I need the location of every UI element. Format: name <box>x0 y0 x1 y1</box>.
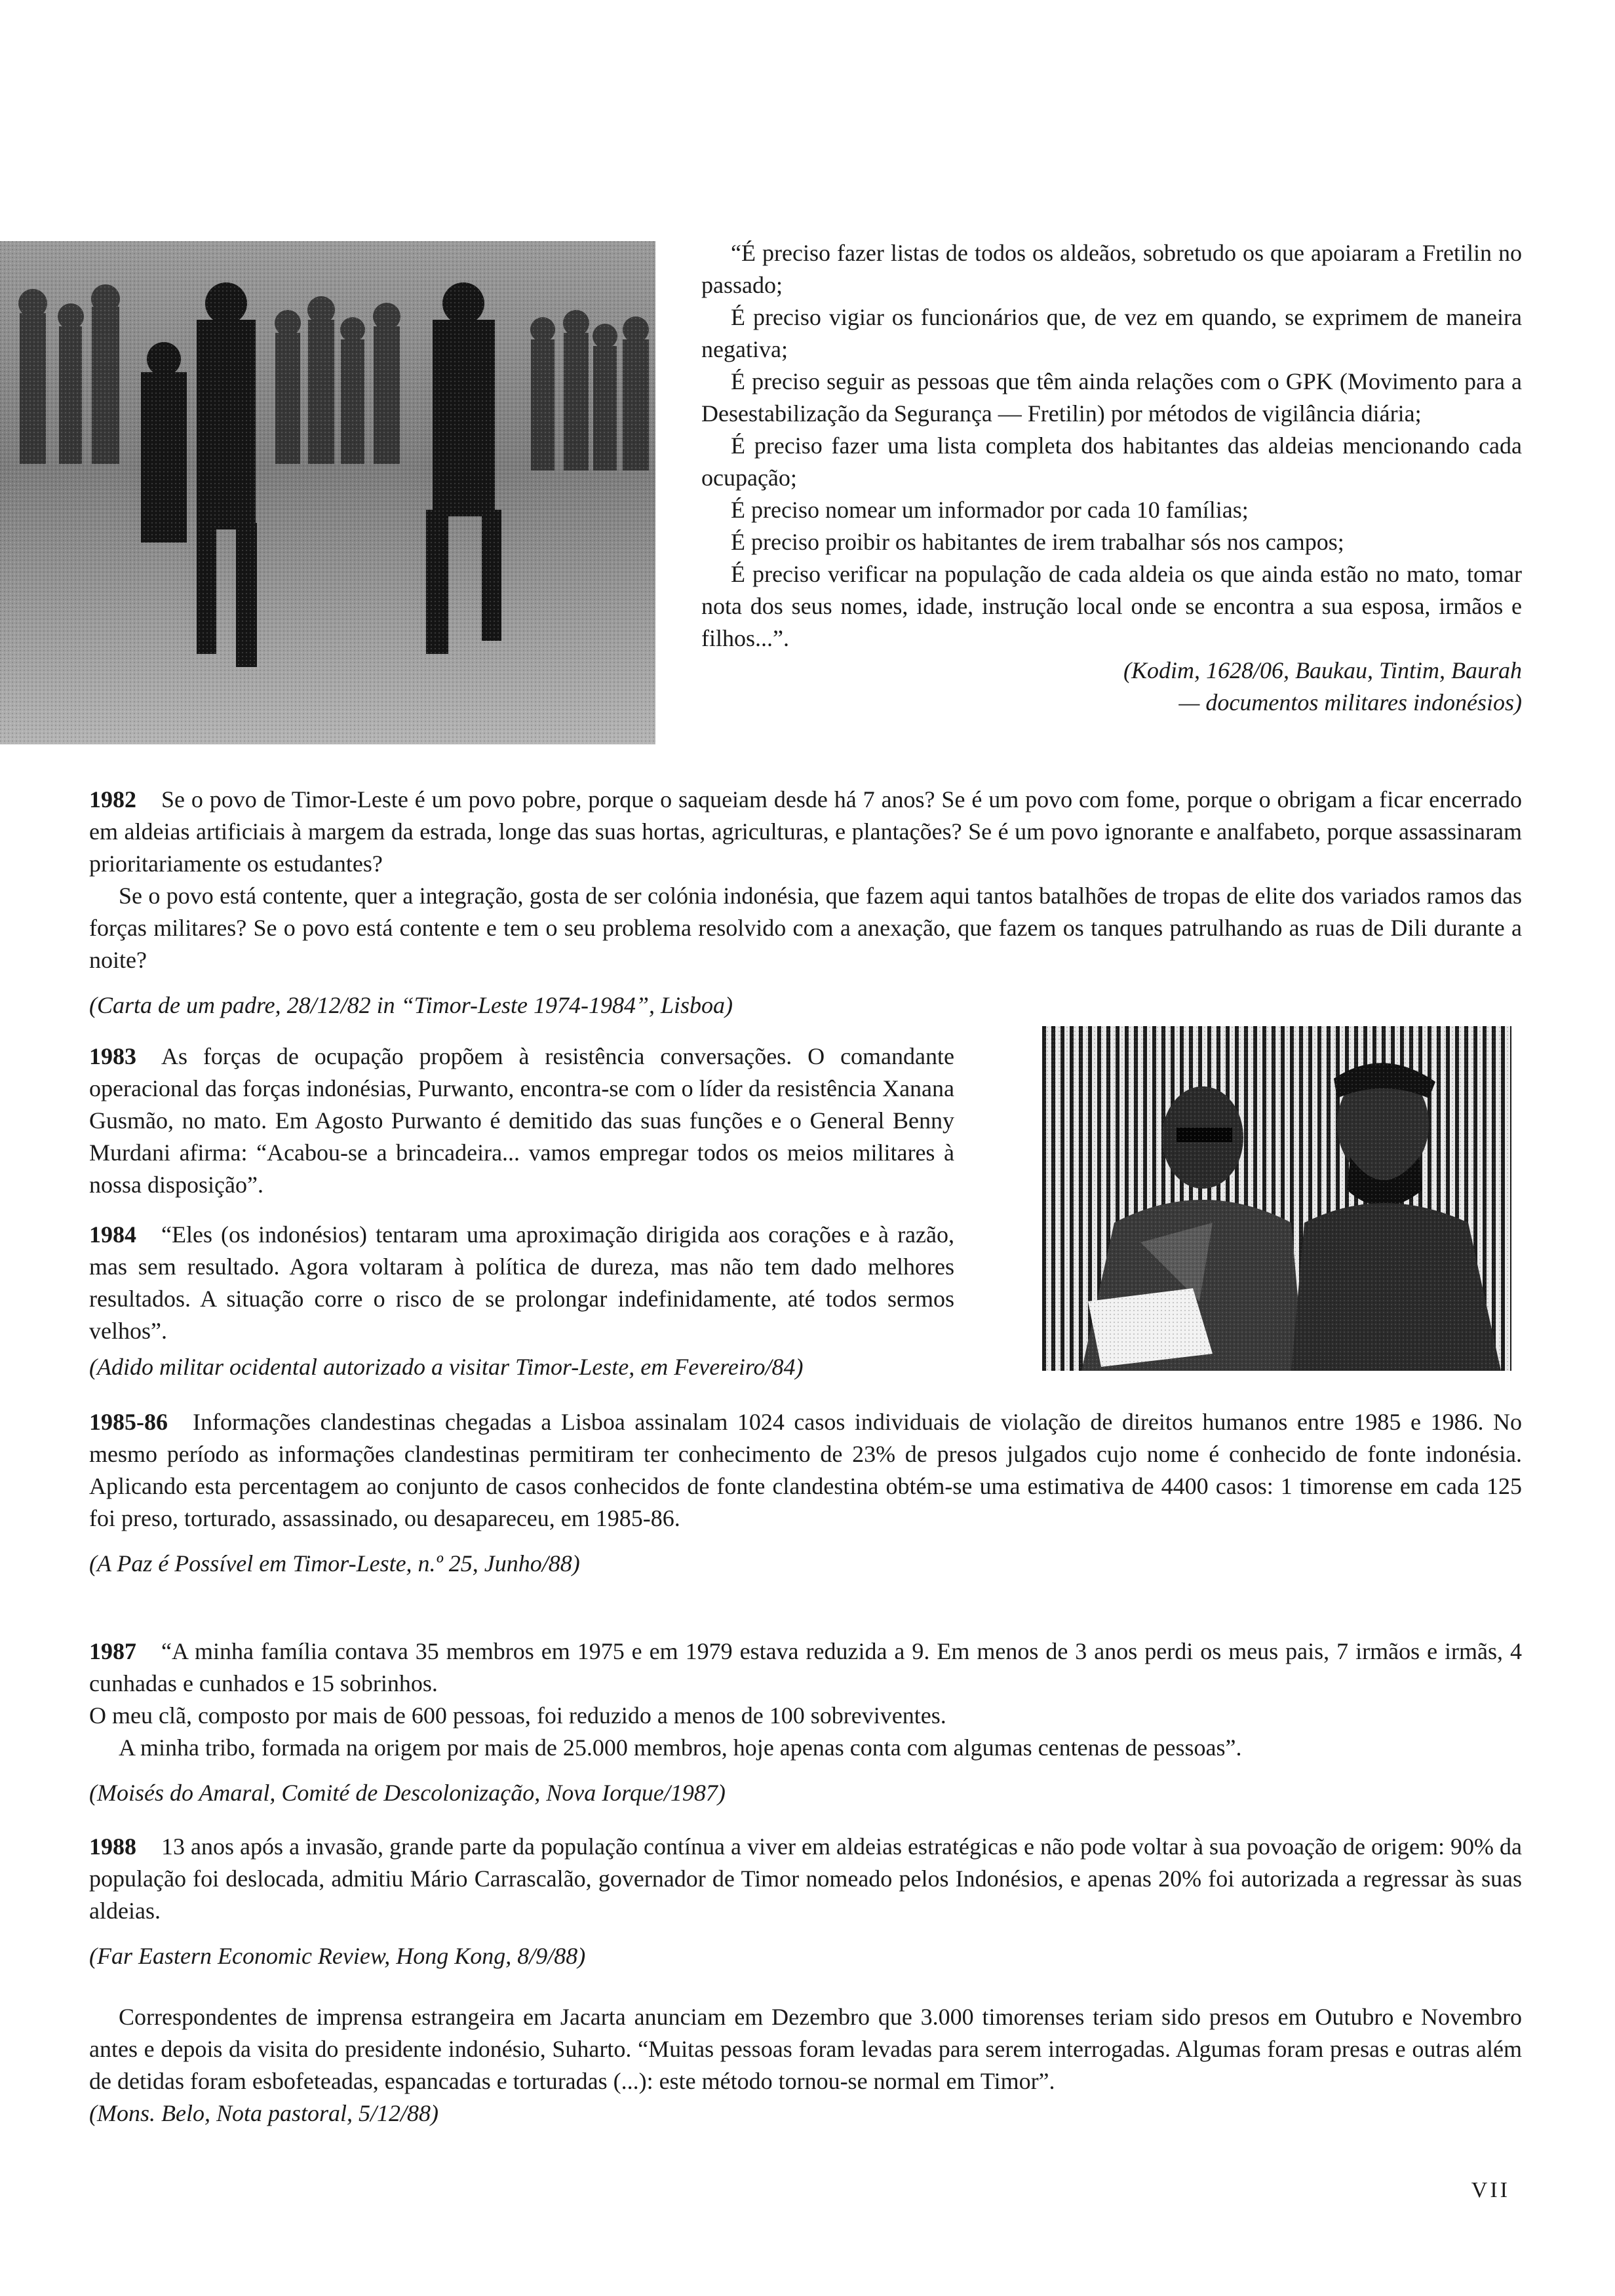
quote-line: “É preciso fazer listas de todos os aldeãos, sobretudo os que apoiaram a Fretilin no passado; <box>701 240 1522 298</box>
entry-text: As forças de ocupação propõem à resistência conversações. O comandante operacional das forças indonésias, Purwanto, encontra-se com o líder da resistência Xanana Gusmão, no mato. Em Agosto Purwanto é demitido das suas funções e o General Benny Murdani afirma: “Acabou-se a brincadeira... vamos empregar todos os meios militares à nossa disposição”. <box>89 1043 954 1198</box>
military-document-quote <box>701 237 1522 719</box>
photo-two-guerrilla-leaders-image <box>1042 1026 1511 1371</box>
year-label: 1984 <box>89 1221 136 1248</box>
entry-source: (Carta de um padre, 28/12/82 in “Timor-Leste 1974-1984”, Lisboa) <box>89 992 733 1018</box>
entry-source: (Far Eastern Economic Review, Hong Kong, 8/9/88) <box>89 1943 586 1969</box>
entry-text: “A minha família contava 35 membros em 1975 e em 1979 estava reduzida a 9. Em menos de 3 anos perdi os meus pais, 7 irmãos e irmãs, 4 cunhadas e cunhados e 15 sobrinhos. <box>89 1638 1522 1696</box>
quote-line: É preciso proibir os habitantes de irem trabalhar sós nos campos; <box>731 529 1344 555</box>
entry-text: Se o povo de Timor-Leste é um povo pobre, porque o saqueiam desde há 7 anos? Se é um povo com fome, porque o obrigam a ficar encerrado em aldeias artificiais à margem da estrada, longe das suas hortas, agriculturas, e plantações? Se é um povo ignorante e analfabeto, porque assassinaram prioritariamente os estudantes? <box>89 786 1522 877</box>
quote-source: — documentos militares indonésios) <box>1178 689 1522 716</box>
photo-soldiers-villagers-image <box>0 241 655 744</box>
entry-1983 <box>89 1041 954 1201</box>
quote-source: (Kodim, 1628/06, Baukau, Tintim, Baurah <box>1123 657 1522 683</box>
entry-text: “Eles (os indonésios) tentaram uma aproximação dirigida aos corações e à razão, mas sem resultado. Agora voltaram à política de dureza, mas não tem dado melhores resultados. A situação corre o risco de se prolongar indefinidamente, até todos sermos velhos”. <box>89 1221 954 1344</box>
entry-source: (Moisés do Amaral, Comité de Descolonização, Nova Iorque/1987) <box>89 1780 726 1806</box>
quote-line: É preciso seguir as pessoas que têm ainda relações com o GPK (Movimento para a Desestabilização da Segurança — Fretilin) por métodos de vigilância diária; <box>701 368 1522 427</box>
photo-two-guerrilla-leaders <box>1042 1026 1511 1371</box>
entry-text: Informações clandestinas chegadas a Lisboa assinalam 1024 casos individuais de violação de direitos humanos entre 1985 e 1986. No mesmo período as informações clandestinas permitiram ter conhecimento de 23% de presos julgados cujo nome é conhecido de fonte indonésia. Aplicando esta percentagem ao conjunto de casos conhecidos de fonte clandestina obtém-se uma estimativa de 4400 casos: 1 timorense em cada 125 foi preso, torturado, assassinado, ou desapareceu, em 1985-86. <box>89 1409 1522 1531</box>
entry-source: (Adido militar ocidental autorizado a visitar Timor-Leste, em Fevereiro/84) <box>89 1354 804 1380</box>
year-label: 1982 <box>89 786 136 813</box>
entry-source: (Mons. Belo, Nota pastoral, 5/12/88) <box>89 2100 438 2126</box>
entry-text: Se o povo está contente, quer a integração, gosta de ser colónia indonésia, que fazem aqui tantos batalhões de tropas de elite dos variados ramos das forças militares? Se o povo está contente e tem o seu problema resolvido com a anexação, que fazem os tanques patrulhando as ruas de Dili durante a noite? <box>89 883 1522 973</box>
photo-soldiers-villagers <box>0 241 655 744</box>
entry-1984 <box>89 1219 954 1383</box>
year-label: 1983 <box>89 1043 136 1069</box>
entry-1988 <box>89 1831 1522 2130</box>
entry-source: (A Paz é Possível em Timor-Leste, n.º 25, Junho/88) <box>89 1550 580 1577</box>
entry-text: A minha tribo, formada na origem por mais de 25.000 membros, hoje apenas conta com algumas centenas de pessoas”. <box>119 1734 1242 1761</box>
entry-text: O meu clã, composto por mais de 600 pessoas, foi reduzido a menos de 100 sobreviventes. <box>89 1702 946 1729</box>
year-label: 1987 <box>89 1638 136 1664</box>
quote-line: É preciso verificar na população de cada aldeia os que ainda estão no mato, tomar nota dos seus nomes, idade, instrução local onde se encontra a sua esposa, irmãos e filhos...”. <box>701 561 1522 651</box>
quote-line: É preciso nomear um informador por cada 10 famílias; <box>731 497 1249 523</box>
entry-text: 13 anos após a invasão, grande parte da população contínua a viver em aldeias estratégicas e não pode voltar à sua povoação de origem: 90% da população foi deslocada, admitiu Mário Carrascalão, governador de Timor nomeado pelos Indonésios, e apenas 20% foi autorizada a regressar às suas aldeias. <box>89 1833 1522 1924</box>
entry-1987 <box>89 1636 1522 1809</box>
quote-line: É preciso fazer uma lista completa dos habitantes das aldeias mencionando cada ocupação; <box>701 432 1522 491</box>
quote-line: É preciso vigiar os funcionários que, de vez em quando, se exprimem de maneira negativa; <box>701 304 1522 362</box>
entry-1982 <box>89 784 1522 1022</box>
entry-text: Correspondentes de imprensa estrangeira em Jacarta anunciam em Dezembro que 3.000 timorenses teriam sido presos em Outubro e Novembro antes e depois da visita do presidente indonésio, Suharto. “Muitas pessoas foram levadas para serem interrogadas. Algumas foram presas e outras além de detidas foram esbofeteadas, espancadas e torturadas (...): este método tornou-se normal em Timor”. <box>89 2004 1522 2094</box>
year-label: 1985-86 <box>89 1409 168 1435</box>
page-number: VII <box>1471 2178 1510 2202</box>
entry-1985-86 <box>89 1406 1522 1580</box>
year-label: 1988 <box>89 1833 136 1860</box>
